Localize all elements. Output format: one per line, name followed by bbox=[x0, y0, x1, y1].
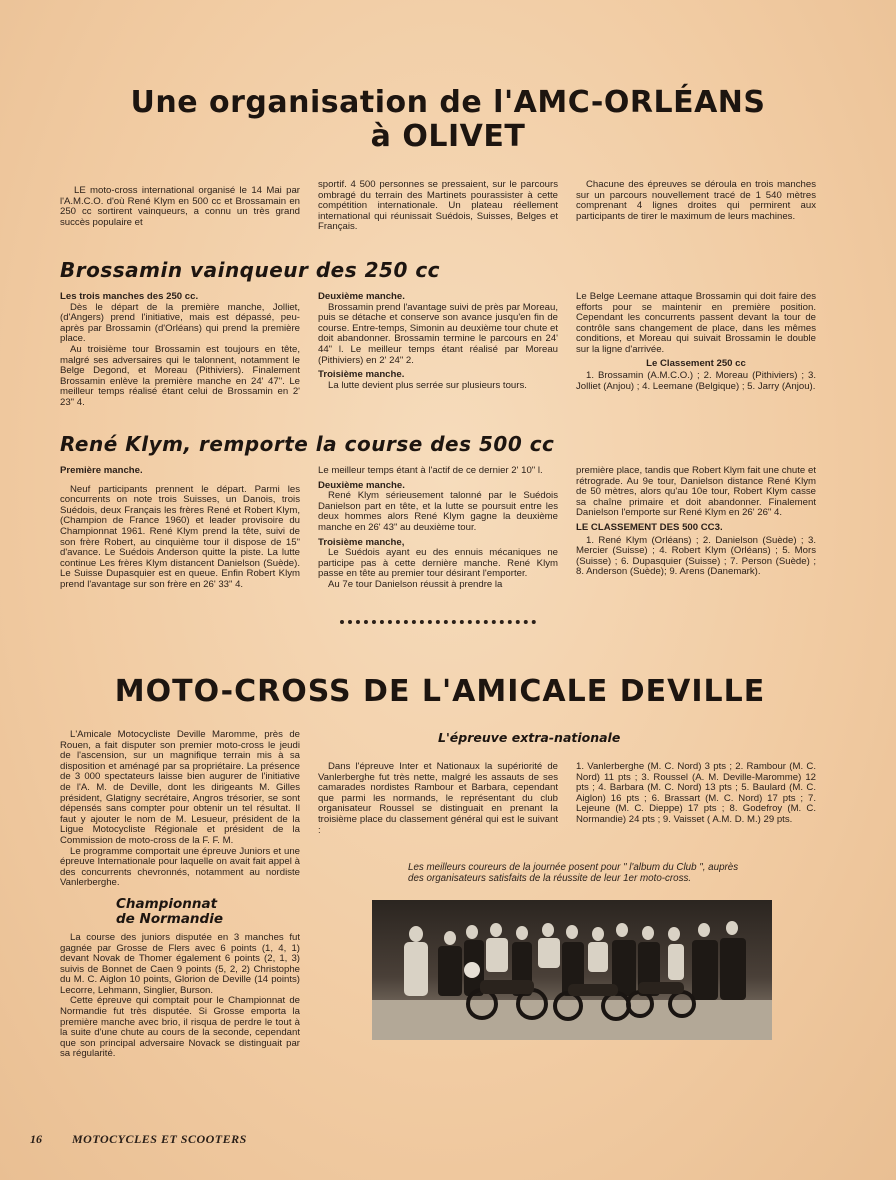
sec500-classement: 1. René Klym (Orléans) ; 2. Danielson (Suède) ; 3. Mercier (Suisse) ; 4. Robert Klym (Orléans) ; 5. Mors (Suisse) ; 6. Dupasquier (Suisse) ; 7. Person (Suède) ; 8. Anderson (Suède); 9. Arens (Danemark). bbox=[576, 534, 816, 578]
intro-paragraph-2: sportif. 4 500 personnes se pressaient, sur le parcours ombragé du terrain des Martinets pourassister à cette compétition internationale. Un plateau réellement international qui réunissait Suédois, Suisses, Belges et Français. bbox=[318, 179, 558, 233]
title-line-2: à OLIVET bbox=[370, 119, 526, 154]
intro-paragraph-3: Chacune des épreuves se déroula en trois manches sur un parcours nouvellement tracé de 1 540 mètres comprenant 4 lignes droites qui permirent aux participants de tirer le maximum de leurs machines. bbox=[576, 179, 816, 222]
deville-col-2 bbox=[318, 762, 558, 836]
sec500-col-3 bbox=[576, 466, 816, 578]
sec500-c3-p1: première place, tandis que Robert Klym fait une chute et rétrograde. Au 9e tour, Danielson distance René Klym de 50 mètres, alors qu'au 10e tour, Robert Klym casse sa chaîne primaire et doit abandonner. Finalement Danielson l'emporte sur René Klym en 26' 26" 4. bbox=[576, 465, 816, 519]
sec250-c3-p1: Le Belge Leemane attaque Brossamin qui doit faire des efforts pour se maintenir en première position. Cependant les concurrents passent devant la tour de contrôle sans changement de place, dans les mêmes conditions, et Moreau qui suivait Brossamin le double sur la ligne d'arrivée. bbox=[576, 291, 816, 355]
sec500-c2-heading: Deuxième manche. bbox=[318, 479, 405, 491]
team-photo bbox=[372, 900, 772, 1040]
section-250-heading: Brossamin vainqueur des 250 cc bbox=[60, 258, 441, 282]
sec500-c2-p2: Le Suédois ayant eu des ennuis mécaniques ne participe pas à cette dernière manche. René Klym passe en tête au premier tour désirant l'emporter. bbox=[318, 547, 558, 580]
deville-title: MOTO-CROSS DE L'AMICALE DEVILLE bbox=[114, 674, 766, 709]
deville-c1-p1: L'Amicale Motocycliste Deville Maromme, près de Rouen, a fait disputer son premier moto-cross le jeudi de l'ascension, sur un magnifique terrain mis à sa disposition et aménagé par sa propriétaire. La présence de 3 000 spectateurs laisse bien augurer de l'initiative de l'A. M. de Deville, dont les dirigeants M. Gilles président, Glatigny secrétaire, Angros trésorier, se sont dépensés sans compter pour obtenir un tel résultat. Il faut y ajouter le nom de M. Lesueur, président de la Ligue Motocycliste Régionale et président de la Commission de moto-cross de la F. F. M. bbox=[60, 729, 300, 846]
sec500-c2-p3: Au 7e tour Danielson réussit à prendre la bbox=[328, 578, 503, 590]
championnat-line-1: Championnat bbox=[116, 895, 218, 912]
section-500-heading: René Klym, remporte la course des 500 cc bbox=[60, 432, 555, 456]
sec250-c2-heading: Deuxième manche. bbox=[318, 291, 405, 302]
title-line-1: Une organisation de l'AMC-ORLÉANS bbox=[130, 85, 766, 120]
photo-caption: Les meilleurs coureurs de la journée posent pour " l'album du Club ", auprès des organisateurs satisfaits de la réussite de leur 1er moto-cross. bbox=[408, 862, 739, 884]
deville-c1-p4: Cette épreuve qui comptait pour le Championnat de Normandie fut très disputée. Si Grosse emporta la première manche avec brio, il risqua de perdre le tout à la suite d'une chute au cours de la seconde, cependant que son principal adversaire Novack se distinguait par sa régularité. bbox=[60, 995, 300, 1060]
sec250-col-3 bbox=[576, 292, 816, 392]
sec250-classement: 1. Brossamin (A.M.C.O.) ; 2. Moreau (Pithiviers) ; 3. Jolliet (Anjou) ; 4. Leemane (Belgique) ; 5. Jarry (Anjou). bbox=[576, 370, 816, 392]
sec500-c2-p0: Le meilleur temps étant à l'actif de ce dernier 2' 10" l. bbox=[318, 465, 543, 476]
intro-col-3 bbox=[576, 180, 816, 222]
sec250-c2-heading-2: Troisième manche. bbox=[318, 369, 405, 381]
intro-paragraph-1: LE moto-cross international organisé le 14 Mai par l'A.M.C.O. d'où René Klym en 500 cc et Brossamain en 250 cc sortirent vainqueurs, a connu un très grand succès populaire et bbox=[60, 185, 300, 228]
sec250-classement-heading: Le Classement 250 cc bbox=[646, 357, 746, 369]
sec250-c1-p1: Dès le départ de la première manche, Jolliet, (d'Angers) prend l'initiative, mais est dépassé, peu-après par Brossamin (d'Orléans) qui prend la première place. bbox=[60, 301, 300, 345]
championnat-line-2: de Normandie bbox=[116, 910, 223, 927]
article-title bbox=[40, 86, 856, 154]
intro-col-2 bbox=[318, 180, 558, 233]
deville-col-3 bbox=[576, 762, 816, 826]
sec500-c1-heading: Première manche. bbox=[60, 465, 143, 476]
deville-c2-p1: Dans l'épreuve Inter et Nationaux la supériorité de Vanlerberghe fut très nette, malgré les assauts de ses camarades nordistes Rambour et Barbara, cependant que parmi les normands, le représentant du club organisateur Roussel se distinguait en prenant la troisième place du classement général qui est le suivant : bbox=[318, 761, 558, 836]
sec500-c1-p1: Neuf participants prennent le départ. Parmi les concurrents on note trois Suisses, un Danois, trois Suédois, deux Français les frères René et Robert Klym, (Champion de France 1960) et leader provisoire du Championnat 1961. René Klym prend la tête, suivi de son frère Robert, au cinquième tour il dispose de 15" d'avance. Le Suédois Anderson quitte la piste. La lutte continue Les frères Klym distancent Danielson (Suède). Le Suisse Dupasquier est en queue. Enfin Robert Klym prend l'avantage sur son frère en 26' 33" 4. bbox=[60, 483, 300, 590]
sec500-c2-p1: René Klym sérieusement talonné par le Suédois Danielson part en tête, et la lutte se poursuit entre les deux hommes alors René Klym gagne la deuxième manche en 26' 43" au deuxième tour. bbox=[318, 490, 558, 533]
sec250-c1-heading: Les trois manches des 250 cc. bbox=[60, 291, 199, 302]
magazine-name: MOTOCYCLES ET SCOOTERS bbox=[72, 1132, 247, 1146]
team-photo-image bbox=[372, 900, 772, 1040]
deville-c1-p3: La course des juniors disputée en 3 manches fut gagnée par Grosse de Flers avec 6 points (1, 4, 1) devant Novak de Thomer également 6 points (2, 1, 3) suivis de Bonnet de Caen 9 points (5, 2, 2) Christophe du M. C. Aiglon 10 points, Glorion de Deville (14 points) Lecorre, Lehmann, Singlier, Burson. bbox=[60, 931, 300, 996]
sec500-classement-heading: LE CLASSEMENT DES 500 CC3. bbox=[576, 521, 723, 533]
extra-nationale-subheading: L'épreuve extra-nationale bbox=[438, 730, 621, 745]
deville-col-1 bbox=[60, 730, 300, 1060]
deville-c1-p2: Le programme comportait une épreuve Juniors et une épreuve Internationale pour laquelle on avait fait appel à des concurrents chevronnés, notamment au nordiste Vanlerberghe. bbox=[60, 845, 300, 889]
sec250-c1-p2: Au troisième tour Brossamin est toujours en tête, malgré ses adversaires qui le talonnent, notamment le Belge Degond, et Moreau (Pithiviers). Finalement Brossamin enlève la première manche en 24' 47". Le meilleur temps réalisé étant celui de Brossamin en 2' 23" 4. bbox=[60, 343, 300, 408]
sec250-c2-p2: La lutte devient plus serrée sur plusieurs tours. bbox=[328, 379, 527, 391]
sec500-c2-heading-2: Troisième manche, bbox=[318, 536, 405, 548]
intro-col-1 bbox=[60, 186, 300, 228]
championnat-subheading bbox=[116, 897, 300, 927]
deville-classement: 1. Vanlerberghe (M. C. Nord) 3 pts ; 2. Rambour (M. C. Nord) 11 pts ; 3. Roussel (A. M. Deville-Maromme) 12 pts ; 4. Barbara (M. C. Nord) 13 pts ; 5. Baulard (M. C. Aiglon) 16 pts ; 6. Brassart (M. C. Nord) 17 pts ; 7. Lejeune (M. C. Dieppe) 17 pts ; 8. Godefroy (M. C. Normandie) 24 pts ; 9. Vaisset ( A.M. D. M.) 29 pts. bbox=[576, 761, 816, 825]
sec250-col-2 bbox=[318, 292, 558, 391]
sec250-col-1 bbox=[60, 292, 300, 409]
separator-dots bbox=[340, 620, 536, 632]
sec500-col-2 bbox=[318, 466, 558, 591]
sec500-col-1 bbox=[60, 466, 300, 591]
sec250-c2-p1: Brossamin prend l'avantage suivi de près par Moreau, puis se détache et conserve son avance jusqu'en fin de course. Entre-temps, Simonin au deuxième tour chute et doit abandonner. Brossamin termine le parcours en 24' 44" l. Le meilleur temps étant réalisé par Moreau (Pithiviers) en 2' 24" 2. bbox=[318, 301, 558, 366]
page-number: 16 bbox=[30, 1132, 42, 1146]
